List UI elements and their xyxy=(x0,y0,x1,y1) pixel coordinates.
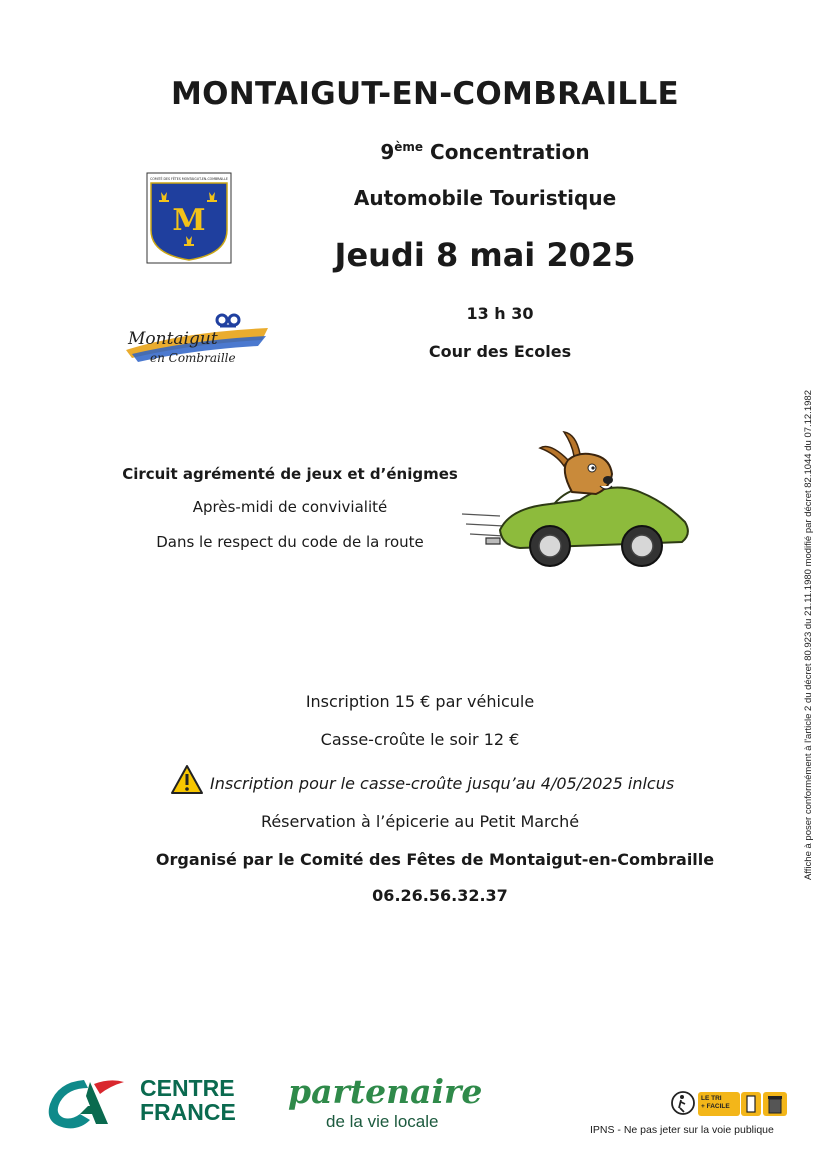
town-logo-line1: Montaigut xyxy=(128,329,218,349)
comite-crest-logo xyxy=(146,172,232,264)
activity-afternoon: Après-midi de convivialité xyxy=(192,498,388,516)
snack-registration-warning xyxy=(170,764,730,798)
edition-label: Concentration xyxy=(430,140,590,164)
event-date: Jeudi 8 mai 2025 xyxy=(334,236,636,274)
crest-caption: COMITÉ DES FÊTES MONTAIGUT-EN-COMBRAILLE xyxy=(150,177,228,181)
activity-respect: Dans le respect du code de la route xyxy=(156,533,424,551)
car-wheel-front xyxy=(622,526,662,566)
poster-title: MONTAIGUT-EN-COMBRAILLE xyxy=(170,76,680,112)
montaigut-town-logo xyxy=(122,310,272,370)
sponsor-name-line1: CENTRE xyxy=(140,1075,235,1101)
event-time: 13 h 30 xyxy=(466,304,534,323)
bin-icon xyxy=(763,1092,787,1116)
reservation-info: Réservation à l’épicerie au Petit Marché xyxy=(260,812,580,831)
town-logo-line2: en Combraille xyxy=(150,351,236,365)
edition-heading xyxy=(310,140,660,164)
organiser-info: Organisé par le Comité des Fêtes de Montaigut-en-Combraille xyxy=(155,850,715,869)
crest-letter: M xyxy=(172,203,206,238)
warning-icon xyxy=(170,764,204,796)
cartoon-dog-car-illustration xyxy=(460,430,700,580)
tri-facile-badge xyxy=(698,1092,740,1116)
edition-number: 9 xyxy=(380,140,395,164)
event-place: Cour des Ecoles xyxy=(428,342,572,361)
paper-icon xyxy=(741,1092,761,1116)
ipns-notice: IPNS - Ne pas jeter sur la voie publique xyxy=(590,1124,774,1136)
registration-fee: Inscription 15 € par véhicule xyxy=(305,692,535,711)
partner-subtitle: de la vie locale xyxy=(326,1112,439,1131)
snack-price: Casse-croûte le soir 12 € xyxy=(320,730,520,749)
contact-phone: 06.26.56.32.37 xyxy=(372,886,508,905)
car-wheel-rear xyxy=(530,526,570,566)
sponsor-name xyxy=(140,1076,236,1124)
partner-title: partenaire xyxy=(288,1072,483,1111)
edition-suffix: ème xyxy=(394,140,424,154)
sponsor-name-line2: FRANCE xyxy=(140,1099,236,1125)
activity-circuit: Circuit agrémenté de jeux et d’énigmes xyxy=(122,465,458,483)
speed-lines xyxy=(462,514,504,536)
warning-text: Inscription pour le casse-croûte jusqu’au 4/05/2025 inlcus xyxy=(210,774,675,793)
legal-side-note: Affiche à poser conformément à l'article 2 du décret 80.923 du 21.11.1980 modifié par décret 82.1044 du 07.12.1982 xyxy=(803,390,814,880)
event-subtitle: Automobile Touristique xyxy=(353,186,617,210)
tri-facile-label: LE TRI + FACILE xyxy=(701,1095,730,1110)
crown-icon xyxy=(217,315,239,326)
paper-recycle-icon xyxy=(741,1092,761,1116)
recycle-person-icon xyxy=(670,1090,696,1116)
credit-agricole-logo xyxy=(44,1074,126,1132)
recycling-bin-icon xyxy=(763,1092,787,1116)
dog-driver xyxy=(540,432,613,494)
